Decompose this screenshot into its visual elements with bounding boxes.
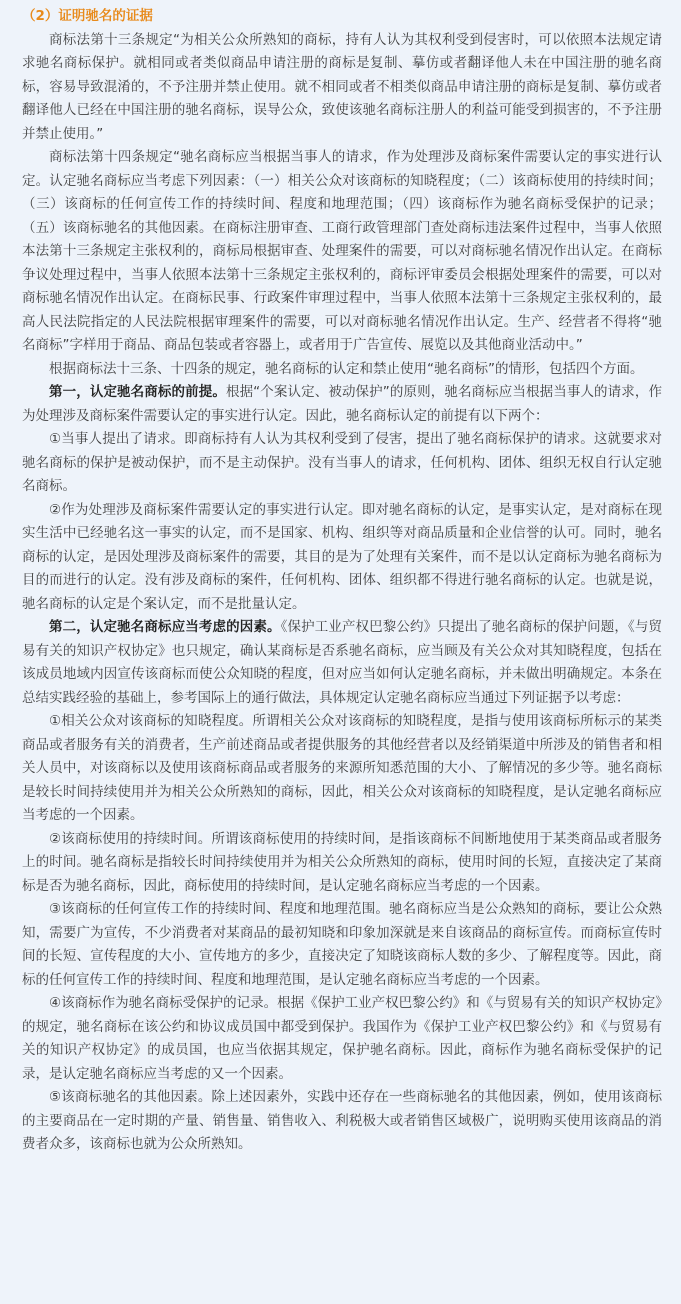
paragraph-factor-5: ⑤该商标驰名的其他因素。除上述因素外，实践中还存在一些商标驰名的其他因素，例如，使用该商标的主要商品在一定时期的产量、销售量、销售收入、利税极大或者销售区域极广，说明购买使用该商品的消费者众多，该商标也就为公众所熟知。 [22,1089,662,1152]
paragraph-factor-4: ④该商标作为驰名商标受保护的记录。根据《保护工业产权巴黎公约》和《与贸易有关的知识产权协定》的规定，驰名商标在该公约和协议成员国中都受到保护。我国作为《保护工业产权巴黎公约》和《与贸易有关的知识产权协定》的成员国，也应当依据其规定，保护驰名商标。因此，商标作为驰名商标受保护的记录，是认定驰名商标应当考虑的又一个因素。 [22,995,662,1082]
paragraph-article-13: 商标法第十三条规定“为相关公众所熟知的商标，持有人认为其权利受到侵害时，可以依照本法规定请求驰名商标保护。就相同或者类似商品申请注册的商标是复制、摹仿或者翻译他人未在中国注册的驰名商标，容易导致混淆的，不予注册并禁止使用。就不相同或者不相类似商品申请注册的商标是复制、摹仿或者翻译他人已经在中国注册的驰名商标，误导公众，致使该驰名商标注册人的利益可能受到损害的，不予注册并禁止使用。” [22,31,662,142]
premise-text: 根据“个案认定、被动保护”的原则，驰名商标应当根据当事人的请求，作为处理涉及商标案件需要认定的事实进行认定。因此，驰名商标认定的前提有以下两个： [22,384,662,424]
section-heading: （2）证明驰名的证据 [22,8,153,24]
paragraph-factors [22,616,662,710]
factors-lead: 第二，认定驰名商标应当考虑的因素。 [49,619,281,635]
premise-lead: 第一，认定驰名商标的前提。 [49,384,226,400]
paragraph-factor-2: ②该商标使用的持续时间。所谓该商标使用的持续时间，是指该商标不间断地使用于某类商品或者服务上的时间。驰名商标是指较长时间持续使用并为相关公众所熟知的商标，使用时间的长短，直接决定了某商标是否为驰名商标，因此，商标使用的持续时间，是认定驰名商标应当考虑的一个因素。 [22,830,662,894]
paragraph-factor-3: ③该商标的任何宣传工作的持续时间、程度和地理范围。驰名商标应当是公众熟知的商标，要让公众熟知，需要广为宣传，不少消费者对某商品的最初知晓和印象加深就是来自该商品的商标宣传。而商标宣传时间的长短、宣传程度的大小、宣传地方的多少，直接决定了知晓该商标人数的多少、了解程度等。因此，商标的任何宣传工作的持续时间、程度和地理范围，是认定驰名商标应当考虑的一个因素。 [22,901,662,988]
paragraph-summary: 根据商标法十三条、十四条的规定，驰名商标的认定和禁止使用“驰名商标”的情形，包括四个方面。 [49,360,644,377]
factors-text: 《保护工业产权巴黎公约》只提出了驰名商标的保护问题，《与贸易有关的知识产权协定》也只规定，确认某商标是否系驰名商标，应当顾及有关公众对其知晓程度，包括在该成员地域内因宣传该商标而使公众知晓的程度，但对应当如何认定驰名商标，并未做出明确规定。本条在总结实践经验的基础上，参考国际上的通行做法，具体规定认定驰名商标应当通过下列证据予以考虑： [22,619,662,706]
paragraph-premise-item-1: ①当事人提出了请求。即商标持有人认为其权利受到了侵害，提出了驰名商标保护的请求。这就要求对驰名商标的保护是被动保护，而不是主动保护。没有当事人的请求，任何机构、团体、组织无权自行认定驰名商标。 [22,431,662,494]
paragraph-premise-item-2: ②作为处理涉及商标案件需要认定的事实进行认定。即对驰名商标的认定，是事实认定，是对商标在现实生活中已经驰名这一事实的认定，而不是国家、机构、组织等对商品质量和企业信誉的认可。同时，驰名商标的认定，是因处理涉及商标案件的需要，其目的是为了处理有关案件，而不是以认定商标为驰名商标为目的而进行的认定。没有涉及商标的案件，任何机构、团体、组织都不得进行驰名商标的认定。也就是说，驰名商标的认定是个案认定，而不是批量认定。 [22,501,662,612]
paragraph-premise [22,381,662,428]
paragraph-factor-1: ①相关公众对该商标的知晓程度。所谓相关公众对该商标的知晓程度，是指与使用该商标所标示的某类商品或者服务有关的消费者，生产前述商品或者提供服务的其他经营者以及经销渠道中所涉及的销售者和相关人员中，对该商标以及使用该商标商品或者服务的来源所知悉范围的大小、了解情况的多少等。驰名商标是较长时间持续使用并为相关公众所熟知的商标，因此，相关公众对该商标的知晓程度，是认定驰名商标应当考虑的一个因素。 [22,713,662,823]
paragraph-article-14: 商标法第十四条规定“驰名商标应当根据当事人的请求，作为处理涉及商标案件需要认定的事实进行认定。认定驰名商标应当考虑下列因素：（一）相关公众对该商标的知晓程度；（二）该商标使用的持续时间；（三）该商标的任何宣传工作的持续时间、程度和地理范围；（四）该商标作为驰名商标受保护的记录；（五）该商标驰名的其他因素。在商标注册审查、工商行政管理部门查处商标违法案件过程中，当事人依照本法第十三条规定主张权利的，商标局根据审查、处理案件的需要，可以对商标驰名情况作出认定。在商标争议处理过程中，当事人依照本法第十三条规定主张权利的，商标评审委员会根据处理案件的需要，可以对商标驰名情况作出认定。在商标民事、行政案件审理过程中，当事人依照本法第十三条规定主张权利的，最高人民法院指定的人民法院根据审理案件的需要，可以对商标驰名情况作出认定。生产、经营者不得将“驰名商标”字样用于商品、商品包装或者容器上，或者用于广告宣传、展览以及其他商业活动中。” [22,149,662,353]
